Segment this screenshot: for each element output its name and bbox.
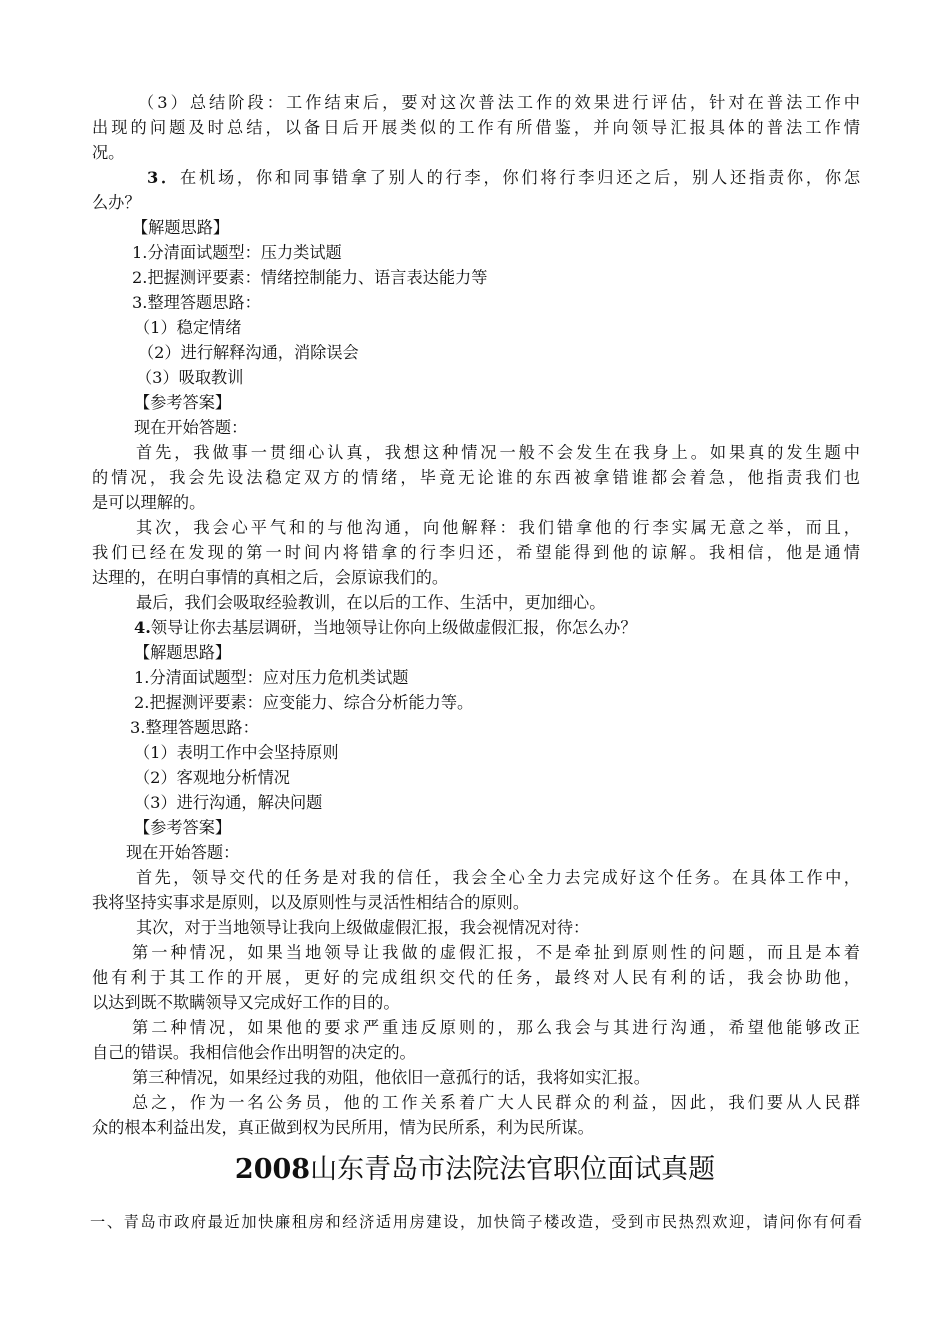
text-line: 第三种情况，如果经过我的劝阻，他依旧一意孤行的话，我将如实汇报。 — [132, 1068, 650, 1087]
text-line: （3）进行沟通，解决问题 — [134, 793, 323, 812]
text-line: 自己的错误。我相信他会作出明智的决定的。 — [92, 1043, 416, 1062]
text-line: 是可以理解的。 — [92, 493, 206, 512]
text-line: 首先，我做事一贯细心认真，我想这种情况一般不会发生在我身上。如果真的发生题中 — [136, 443, 860, 462]
text-line: 我们已经在发现的第一时间内将错拿的行李归还，希望能得到他的谅解。我相信，他是通情 — [92, 543, 860, 562]
section-title — [0, 1152, 950, 1188]
question-line — [134, 615, 902, 640]
text-line: （1）稳定情绪 — [134, 318, 242, 337]
section-heading: 【参考答案】 — [134, 393, 232, 412]
text-line: （1）表明工作中会坚持原则 — [134, 743, 339, 762]
text-line: （2）客观地分析情况 — [134, 768, 290, 787]
text-line: 总之，作为一名公务员，他的工作关系着广大人民群众的利益，因此，我们要从人民群 — [132, 1093, 860, 1112]
section-heading: 【参考答案】 — [134, 818, 232, 837]
text-line: 其次，对于当地领导让我向上级做虚假汇报，我会视情况对待： — [136, 918, 590, 937]
section-heading: 【解题思路】 — [134, 643, 232, 662]
text-line: 2.把握测评要素：应变能力、综合分析能力等。 — [134, 693, 474, 712]
text-line: 最后，我们会吸取经验教训，在以后的工作、生活中，更加细心。 — [136, 593, 606, 612]
text-line: 第一种情况，如果当地领导让我做的虚假汇报，不是牵扯到原则性的问题，而且是本着 — [132, 943, 860, 962]
text-line: （3）总结阶段：工作结束后，要对这次普法工作的效果进行评估，针对在普法工作中 — [138, 93, 860, 112]
text-line: 出现的问题及时总结，以备日后开展类似的工作有所借鉴，并向领导汇报具体的普法工作情 — [92, 118, 860, 137]
text-line: 现在开始答题： — [126, 843, 240, 862]
text-line: 首先，领导交代的任务是对我的信任，我会全心全力去完成好这个任务。在具体工作中， — [136, 868, 860, 887]
text-line: 况。 — [92, 143, 125, 162]
text-line: 3.整理答题思路： — [130, 718, 259, 737]
text-line: 现在开始答题： — [134, 418, 248, 437]
text-line: 众的根本利益出发，真正做到权为民所用，情为民所系，利为民所谋。 — [92, 1118, 594, 1137]
title-year: 2008 — [234, 1154, 311, 1185]
text-line: 第二种情况，如果他的要求严重违反原则的，那么我会与其进行沟通，希望他能够改正 — [132, 1018, 860, 1037]
text-line: 么办？ — [92, 193, 141, 212]
text-line: 其次，我会心平气和的与他沟通，向他解释：我们错拿他的行李实属无意之举，而且， — [136, 518, 860, 537]
text-line: 一、青岛市政府最近加快廉租房和经济适用房建设，加快筒子楼改造，受到市民热烈欢迎，请问你有何看 — [90, 1213, 862, 1231]
question-line — [92, 165, 860, 190]
section-heading: 【解题思路】 — [132, 218, 230, 237]
question-number: 3． — [147, 168, 181, 187]
text-line: 他有利于其工作的开展，更好的完成组织交代的任务，最终对人民有利的话，我会协助他， — [92, 968, 860, 987]
text-line: 1.分清面试题型：压力类试题 — [132, 243, 342, 262]
text-line: 我将坚持实事求是原则，以及原则性与灵活性相结合的原则。 — [92, 893, 530, 912]
title-text: 山东青岛市法院法官职位面试真题 — [310, 1154, 716, 1185]
question-text: 在机场，你和同事错拿了别人的行李，你们将行李归还之后，别人还指责你，你怎 — [180, 168, 860, 187]
text-line: 达理的，在明白事情的真相之后，会原谅我们的。 — [92, 568, 449, 587]
text-line: （2）进行解释沟通，消除误会 — [138, 343, 359, 362]
text-line: 1.分清面试题型：应对压力危机类试题 — [134, 668, 409, 687]
question-text: 领导让你去基层调研，当地领导让你向上级做虚假汇报，你怎么办？ — [150, 618, 637, 637]
question-number: 4. — [134, 618, 151, 637]
text-line: 3.整理答题思路： — [132, 293, 261, 312]
text-line: 以达到既不欺瞒领导又完成好工作的目的。 — [92, 993, 400, 1012]
text-line: 的情况，我会先设法稳定双方的情绪，毕竟无论谁的东西被拿错谁都会着急，他指责我们也 — [92, 468, 860, 487]
text-line: （3）吸取教训 — [136, 368, 244, 387]
text-line: 2.把握测评要素：情绪控制能力、语言表达能力等 — [132, 268, 488, 287]
